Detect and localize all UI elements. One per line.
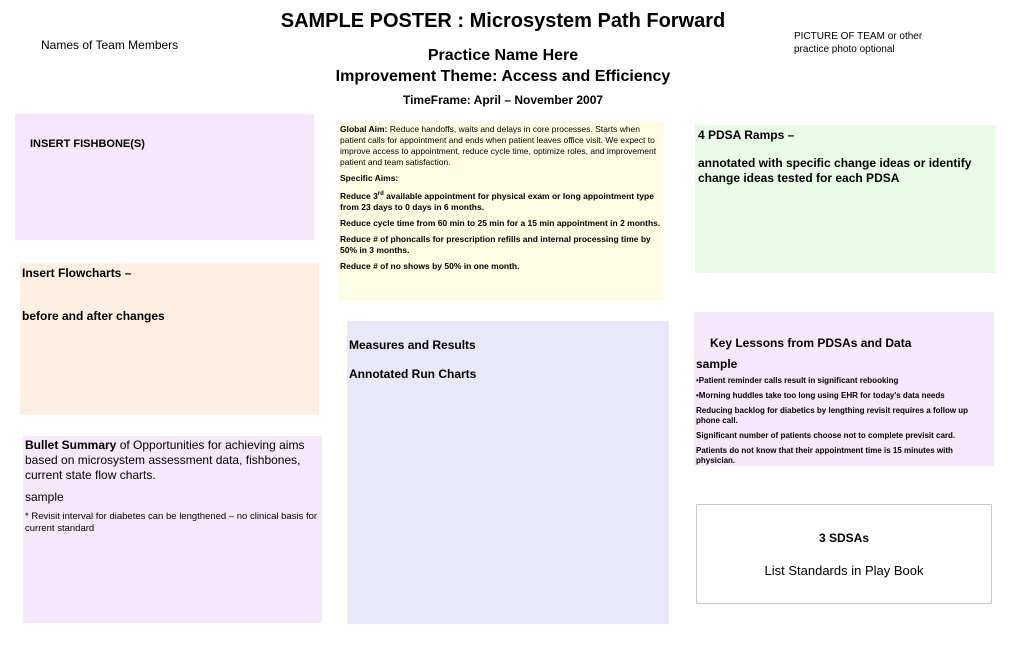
bullet-summary-text: of Opportunities for achieving aims based on microsystem assessment data, fishbones, current state flow charts. (25, 438, 305, 482)
photo-note-line2: practice photo optional (794, 44, 895, 55)
specific-aim-1-end: available appointment for physical exam or long appointment type from 23 days to 0 days in 6 months. (340, 190, 654, 212)
run-charts-label: Annotated Run Charts (349, 367, 477, 381)
specific-aim-1 (340, 189, 662, 213)
global-aim-text: Reduce handoffs, waits and delays in core processes. Starts when patient calls for appointment and ends when patient leaves office visit. We expect to improve access to appointment, reduce cycle time, optimize roles, and improvement patient and team satisfaction. (340, 124, 657, 167)
lessons-sample: sample (696, 357, 738, 371)
aims-panel (338, 121, 664, 301)
global-aim (340, 124, 662, 168)
measures-label: Measures and Results (349, 338, 476, 352)
lessons-panel (694, 312, 994, 466)
specific-aim-1-start: Reduce 3 (340, 190, 378, 201)
fishbone-label: INSERT FISHBONE(S) (30, 138, 145, 150)
practice-header (0, 45, 1006, 87)
pdsa-label: 4 PDSA Ramps – (698, 128, 795, 142)
lesson-item: Significant number of patients choose not to complete previsit card. (696, 431, 956, 440)
specific-aims-label: Specific Aims: (340, 173, 399, 183)
specific-aim-1-superscript: rd (377, 191, 384, 197)
bullet-summary-item: * Revisit interval for diabetes can be lengthened – no clinical basis for current standard (25, 511, 318, 534)
measures-panel (347, 321, 669, 624)
bullet-summary-sample: sample (25, 490, 64, 504)
flowcharts-label: Insert Flowcharts – (22, 266, 132, 280)
lesson-item: •Patient reminder calls result in significant rebooking (696, 376, 899, 385)
lesson-item: Reducing backlog for diabetics by lengthing revisit requires a follow up phone call. (696, 406, 969, 425)
poster-title: SAMPLE POSTER : Microsystem Path Forward (280, 10, 726, 32)
specific-aim-2: Reduce cycle time from 60 min to 25 min for a 15 min appointment in 2 months. (340, 217, 661, 228)
photo-note-line1: PICTURE OF TEAM or other (794, 31, 923, 42)
fishbone-panel (15, 114, 314, 240)
sdsa-label: 3 SDSAs (818, 531, 870, 545)
global-aim-label: Global Aim: (340, 124, 388, 134)
flowcharts-sublabel: before and after changes (22, 309, 165, 323)
pdsa-panel (695, 125, 996, 273)
lesson-item: •Morning huddles take too long using EHR for today's data needs (696, 391, 945, 400)
bullet-summary-label: Bullet Summary (25, 438, 117, 452)
specific-aim-4: Reduce # of no shows by 50% in one month. (340, 260, 520, 271)
lesson-item: Patients do not know that their appointment time is 15 minutes with physician. (696, 446, 953, 465)
sdsa-panel (696, 504, 992, 604)
flowcharts-panel (20, 263, 319, 415)
team-members-label: Names of Team Members (41, 38, 179, 52)
lessons-heading: Key Lessons from PDSAs and Data (710, 336, 912, 350)
improvement-theme: Improvement Theme: Access and Efficiency (335, 68, 671, 85)
bullet-summary-panel (23, 436, 322, 623)
practice-name: Practice Name Here (427, 47, 579, 64)
timeframe: TimeFrame: April – November 2007 (402, 93, 604, 107)
specific-aim-3: Reduce # of phoncalls for prescription refills and internal processing time by 50% in 3 months. (340, 233, 651, 255)
standards-label: List Standards in Play Book (764, 563, 924, 578)
bullet-summary-intro (25, 438, 320, 483)
pdsa-description: annotated with specific change ideas or identify change ideas tested for each PDSA (698, 156, 972, 185)
